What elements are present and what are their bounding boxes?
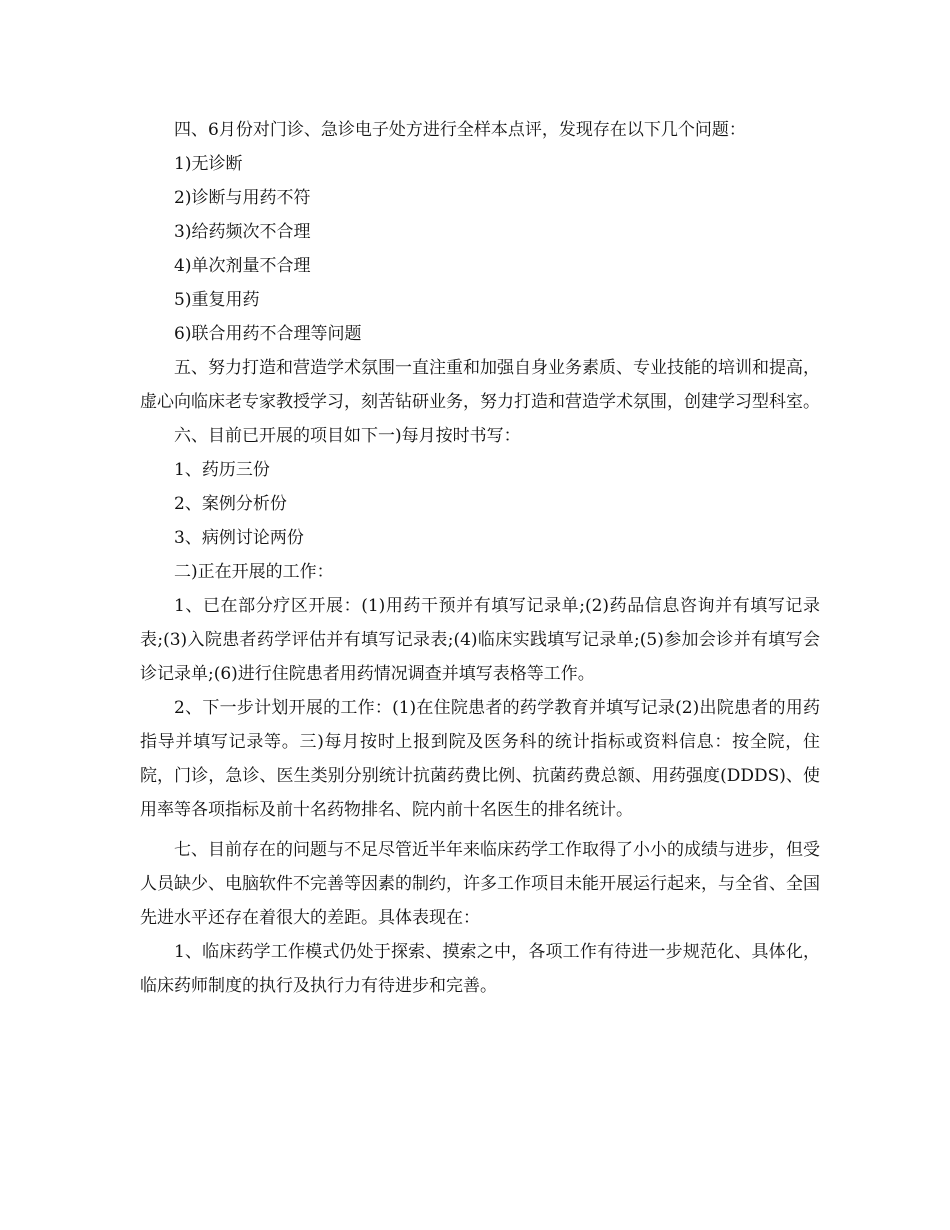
paragraph-section-seven: 七、目前存在的问题与不足尽管近半年来临床药学工作取得了小小的成绩与进步，但受人员缺少、电脑软件不完善等因素的制约，许多工作项目未能开展运行起来，与全省、全国先进水平还存在着很大的差距。具体表现在： (140, 840, 820, 928)
paragraph-issue-1: 1、临床药学工作模式仍处于探索、摸索之中，各项工作有待进一步规范化、具体化，临床药师制度的执行及执行力有待进步和完善。 (140, 942, 820, 996)
paragraph-section-five: 五、努力打造和营造学术氛围一直注重和加强自身业务素质、专业技能的培训和提高，虚心向临床老专家教授学习，刻苦钻研业务，努力打造和营造学术氛围，创建学习型科室。 (140, 358, 820, 412)
document-body (140, 113, 820, 1003)
list-item-duplicate: 5)重复用药 (174, 290, 260, 310)
list-item-medication-history: 1、药历三份 (174, 460, 270, 480)
list-item-case-analysis: 2、案例分析份 (174, 494, 287, 514)
list-item-diagnosis-mismatch: 2)诊断与用药不符 (174, 188, 311, 208)
paragraph-ongoing-2: 2、下一步计划开展的工作：(1)在住院患者的药学教育并填写记录(2)出院患者的用药指导并填写记录等。三)每月按时上报到院及医务科的统计指标或资料信息：按全院，住院，门诊，急诊、医生类别分别统计抗菌药费比例、抗菌药费总额、用药强度(DDDS)、使用率等各项指标及前十名药物排名、院内前十名医生的排名统计。 (140, 698, 820, 820)
paragraph-ongoing-1: 1、已在部分疗区开展：(1)用药干预并有填写记录单;(2)药品信息咨询并有填写记录表;(3)入院患者药学评估并有填写记录表;(4)临床实践填写记录单;(5)参加会诊并有填写会诊记录单;(6)进行住院患者用药情况调查并填写表格等工作。 (140, 596, 820, 684)
list-item-dosage: 4)单次剂量不合理 (174, 256, 311, 276)
list-item-no-diagnosis: 1)无诊断 (174, 154, 243, 174)
list-item-frequency: 3)给药频次不合理 (174, 222, 311, 242)
paragraph-section-four: 四、6月份对门诊、急诊电子处方进行全样本点评，发现存在以下几个问题： (174, 120, 746, 140)
list-item-case-discussion: 3、病例讨论两份 (174, 528, 304, 548)
paragraph-section-six: 六、目前已开展的项目如下一)每月按时书写： (174, 426, 521, 446)
subheading-ongoing-work: 二)正在开展的工作： (174, 562, 334, 582)
list-item-combination: 6)联合用药不合理等问题 (174, 324, 362, 344)
